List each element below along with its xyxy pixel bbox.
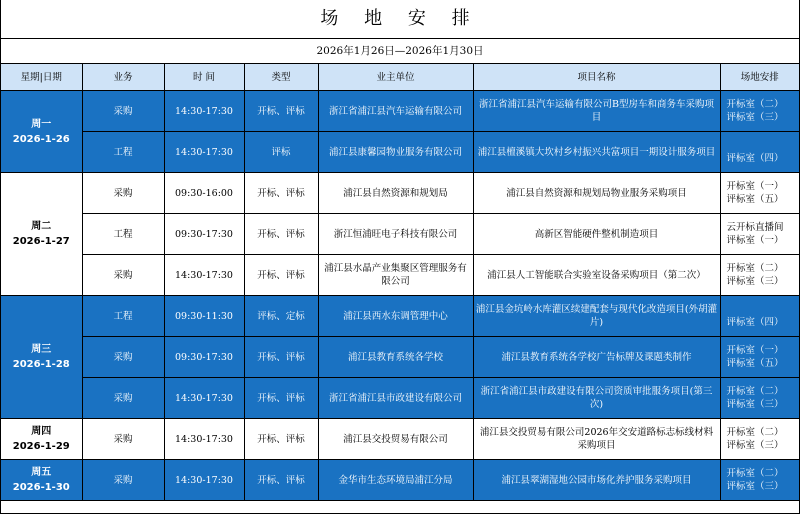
- schedule-body: [1, 91, 799, 501]
- day-cell: [1, 296, 82, 419]
- day-cell: [1, 460, 82, 501]
- business-cell: 采购: [82, 378, 164, 419]
- venue-cell: [720, 132, 799, 173]
- date-range: 2026年1月26日—2026年1月30日: [1, 39, 799, 64]
- type-cell: 开标、评标: [244, 378, 318, 419]
- table-row: [1, 296, 799, 337]
- weekday-label: 周四: [31, 426, 52, 437]
- type-cell: 开标、评标: [244, 255, 318, 296]
- project-cell: 浦江县金坑岭水库灌区续建配套与现代化改造项目(外胡灌片): [473, 296, 720, 337]
- table-row: [1, 91, 799, 132]
- header-owner: 业主单位: [318, 64, 473, 91]
- business-cell: 采购: [82, 255, 164, 296]
- time-cell: 09:30-17:30: [164, 337, 244, 378]
- table-row: [1, 460, 799, 501]
- project-cell: 浦江县檀溪镇大坎村乡村振兴共富项目一期设计服务项目: [473, 132, 720, 173]
- venue-room: [727, 139, 798, 152]
- table-row: [1, 214, 799, 255]
- time-cell: 14:30-17:30: [164, 378, 244, 419]
- venue-room: 评标室（一）: [726, 235, 784, 246]
- business-cell: 工程: [82, 296, 164, 337]
- venue-cell: [720, 91, 799, 132]
- owner-cell: 浦江县水晶产业集聚区管理服务有限公司: [318, 255, 473, 296]
- business-cell: 采购: [82, 173, 164, 214]
- owner-cell: 金华市生态环境局浦江分局: [318, 460, 473, 501]
- type-cell: 开标、评标: [244, 337, 318, 378]
- header-venue: 场地安排: [720, 64, 799, 91]
- venue-room: 开标室（一）: [726, 181, 784, 192]
- venue-room: 开标室（一）: [726, 345, 784, 356]
- project-cell: 浦江县人工智能联合实验室设备采购项目（第二次）: [473, 255, 720, 296]
- owner-cell: 浦江县交投贸易有限公司: [318, 419, 473, 460]
- venue-room: 评标室（五）: [726, 358, 784, 369]
- table-header-row: [1, 64, 799, 91]
- time-cell: 09:30-17:30: [164, 214, 244, 255]
- time-cell: 09:30-16:00: [164, 173, 244, 214]
- time-cell: 14:30-17:30: [164, 419, 244, 460]
- date-label: 2026-1-28: [12, 359, 70, 370]
- type-cell: 评标: [244, 132, 318, 173]
- table-row: [1, 132, 799, 173]
- project-cell: 浦江县翠湖湿地公园市场化养护服务采购项目: [473, 460, 720, 501]
- project-cell: 浦江县交投贸易有限公司2026年交安道路标志标线材料采购项目: [473, 419, 720, 460]
- schedule-table: [1, 64, 799, 501]
- type-cell: 评标、定标: [244, 296, 318, 337]
- table-row: [1, 337, 799, 378]
- type-cell: 开标、评标: [244, 460, 318, 501]
- venue-cell: [720, 419, 799, 460]
- venue-cell: [720, 296, 799, 337]
- header-day: 星期|日期: [1, 64, 82, 91]
- venue-room: 开标室（二）: [726, 263, 784, 274]
- venue-room: 评标室（三）: [726, 481, 784, 492]
- venue-room: 开标室（二）: [726, 99, 784, 110]
- venue-cell: [720, 255, 799, 296]
- venue-cell: [720, 214, 799, 255]
- venue-room: 评标室（三）: [726, 399, 784, 410]
- venue-room: 评标室（三）: [726, 440, 784, 451]
- business-cell: 采购: [82, 460, 164, 501]
- type-cell: 开标、评标: [244, 419, 318, 460]
- venue-cell: [720, 173, 799, 214]
- owner-cell: 浦江县自然资源和规划局: [318, 173, 473, 214]
- time-cell: 14:30-17:30: [164, 91, 244, 132]
- owner-cell: 浙江省浦江县市政建设有限公司: [318, 378, 473, 419]
- type-cell: 开标、评标: [244, 91, 318, 132]
- business-cell: 采购: [82, 91, 164, 132]
- venue-room: 评标室（五）: [726, 194, 784, 205]
- venue-cell: [720, 460, 799, 501]
- time-cell: 09:30-11:30: [164, 296, 244, 337]
- owner-cell: 浙江恒浦旺电子科技有限公司: [318, 214, 473, 255]
- business-cell: 工程: [82, 132, 164, 173]
- venue-room: 云开标直播间: [726, 222, 784, 233]
- owner-cell: 浙江省浦江县汽车运输有限公司: [318, 91, 473, 132]
- owner-cell: 浦江县康馨园物业服务有限公司: [318, 132, 473, 173]
- table-row: [1, 419, 799, 460]
- header-project: 项目名称: [473, 64, 720, 91]
- table-row: [1, 173, 799, 214]
- project-cell: 浦江县教育系统各学校广告标牌及课题类制作: [473, 337, 720, 378]
- time-cell: 14:30-17:30: [164, 132, 244, 173]
- page-title: 场 地 安 排: [1, 0, 799, 39]
- header-type: 类型: [244, 64, 318, 91]
- table-row: [1, 378, 799, 419]
- time-cell: 14:30-17:30: [164, 460, 244, 501]
- type-cell: 开标、评标: [244, 214, 318, 255]
- day-cell: [1, 173, 82, 296]
- time-cell: 14:30-17:30: [164, 255, 244, 296]
- venue-room: 评标室（三）: [726, 276, 784, 287]
- venue-room: [727, 303, 798, 316]
- project-cell: 高新区智能硬件整机制造项目: [473, 214, 720, 255]
- owner-cell: 浦江县西水东调管理中心: [318, 296, 473, 337]
- weekday-label: 周一: [31, 118, 52, 130]
- owner-cell: 浦江县教育系统各学校: [318, 337, 473, 378]
- date-label: 2026-1-30: [12, 482, 70, 493]
- weekday-label: 周三: [31, 344, 52, 355]
- type-cell: 开标、评标: [244, 173, 318, 214]
- venue-room: 评标室（四）: [726, 153, 784, 164]
- date-label: 2026-1-26: [12, 133, 70, 145]
- venue-room: 开标室（二）: [726, 468, 784, 479]
- table-row: [1, 255, 799, 296]
- weekday-label: 周五: [31, 467, 52, 478]
- day-cell: [1, 91, 82, 173]
- date-label: 2026-1-29: [12, 441, 70, 452]
- business-cell: 采购: [82, 337, 164, 378]
- venue-room: 评标室（四）: [726, 317, 784, 328]
- venue-room: 开标室（二）: [726, 427, 784, 438]
- header-time: 时 间: [164, 64, 244, 91]
- day-cell: [1, 419, 82, 460]
- header-business: 业务: [82, 64, 164, 91]
- venue-room: 评标室（三）: [726, 112, 784, 123]
- venue-room: 开标室（二）: [726, 386, 784, 397]
- project-cell: 浙江省浦江县汽车运输有限公司B型房车和商务车采购项目: [473, 91, 720, 132]
- project-cell: 浙江省浦江县市政建设有限公司资质审批服务项目(第三次): [473, 378, 720, 419]
- weekday-label: 周二: [31, 221, 52, 232]
- venue-cell: [720, 337, 799, 378]
- venue-cell: [720, 378, 799, 419]
- date-label: 2026-1-27: [12, 236, 70, 247]
- business-cell: 工程: [82, 214, 164, 255]
- project-cell: 浦江县自然资源和规划局物业服务采购项目: [473, 173, 720, 214]
- business-cell: 采购: [82, 419, 164, 460]
